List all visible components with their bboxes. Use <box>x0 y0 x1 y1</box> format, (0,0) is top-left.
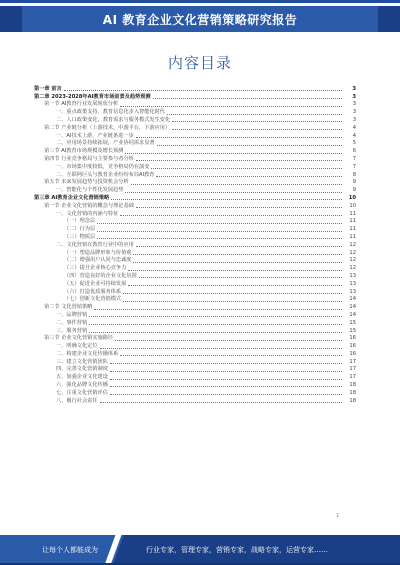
toc-entry-title: 一、AI技术上游，产业链条进一步 <box>56 132 134 139</box>
toc-entry-title: （四）营造良好的企业文化氛围 <box>64 272 137 279</box>
toc-entry[interactable] <box>34 303 356 311</box>
toc-entry-page: 4 <box>352 124 356 131</box>
toc-entry-title: 二、互联网巨头与教育企业纷纷布局AI教育 <box>56 171 155 178</box>
toc-entry-page: 10 <box>348 194 356 201</box>
toc-dot-leader <box>128 269 342 271</box>
toc-entry-title: 二、文化营销在教育行业中的应用 <box>56 241 134 248</box>
toc-entry-page: 13 <box>349 288 356 295</box>
toc-entry[interactable] <box>34 171 356 179</box>
toc-entry-page: 11 <box>349 218 356 225</box>
toc-entry-title: 二、人口政策变化，教育需求与服务模式发生变化 <box>56 116 171 123</box>
toc-entry-title: （二）增强用户认同与忠诚度 <box>64 257 132 264</box>
toc-entry[interactable] <box>34 311 356 319</box>
toc-dot-leader <box>64 89 342 91</box>
toc-dot-leader <box>100 401 342 403</box>
toc-entry-page: 16 <box>349 343 356 350</box>
toc-dot-leader <box>120 105 342 107</box>
toc-entry-title: （二）行为层 <box>64 226 96 233</box>
toc-entry-title: 四、完善文化营销制度 <box>56 366 108 373</box>
footer-tagline: 行业专家，管理专家，营销专家，战略专家，运营专家…… <box>146 546 328 554</box>
toc-entry-title: 一、明确文化定位 <box>56 343 98 350</box>
toc-entry-title: （三）物质层 <box>64 233 96 240</box>
toc-entry-title: 第三章 AI教育企业文化营销策略 <box>34 194 110 201</box>
toc-entry[interactable] <box>34 389 356 397</box>
toc-dot-leader <box>136 159 342 161</box>
table-of-contents <box>34 85 356 405</box>
footer-banner <box>0 535 400 565</box>
toc-entry-page: 3 <box>352 101 356 108</box>
toc-entry[interactable] <box>34 233 356 241</box>
toc-dot-leader <box>172 120 342 122</box>
toc-dot-leader <box>139 276 342 278</box>
toc-entry-page: 17 <box>349 374 356 381</box>
toc-dot-leader <box>120 214 342 216</box>
toc-dot-leader <box>136 245 342 247</box>
toc-entry-title: 第一章 前言 <box>34 85 62 92</box>
toc-entry[interactable] <box>34 85 356 93</box>
toc-entry-title: （一）塑造品牌形象与价值观 <box>64 249 132 256</box>
toc-entry-title: 第三节 AI教育市场规模及增长预测 <box>44 148 124 155</box>
toc-entry-page: 11 <box>349 233 356 240</box>
toc-entry-title: 三、服务营销 <box>56 327 88 334</box>
toc-entry[interactable] <box>34 280 356 288</box>
toc-entry[interactable] <box>34 194 356 202</box>
toc-entry[interactable] <box>34 296 356 304</box>
toc-dot-leader <box>110 393 342 395</box>
toc-entry[interactable] <box>34 373 356 381</box>
toc-entry-page: 10 <box>349 202 356 209</box>
toc-entry[interactable] <box>34 147 356 155</box>
toc-entry-page: 3 <box>352 85 356 92</box>
toc-entry[interactable] <box>34 93 356 101</box>
toc-entry-title: 第二节 文化营销策略 <box>44 304 93 311</box>
toc-entry-page: 15 <box>349 319 356 326</box>
top-accent-bar <box>0 0 400 3</box>
toc-entry[interactable] <box>34 272 356 280</box>
toc-entry[interactable] <box>34 335 356 343</box>
toc-entry-page: 16 <box>349 335 356 342</box>
toc-entry-page: 8 <box>352 171 356 178</box>
toc-dot-leader <box>125 152 342 154</box>
toc-entry-title: 第二节 产业链分析（上游技术，中游平台，下游应用） <box>44 124 171 131</box>
toc-dot-leader <box>133 261 342 263</box>
toc-entry-page: 13 <box>349 272 356 279</box>
toc-entry-title: 第三节 企业文化营销实施路径 <box>44 335 114 342</box>
toc-entry-page: 7 <box>352 163 356 170</box>
toc-dot-leader <box>110 370 342 372</box>
report-header <box>0 6 400 32</box>
toc-entry-page: 14 <box>349 311 356 318</box>
header-right-strip <box>378 6 400 32</box>
toc-entry[interactable] <box>34 249 356 257</box>
toc-entry-title: 一、文化营销的内涵与特征 <box>56 210 119 217</box>
toc-entry-title: 三、建立文化营销团队 <box>56 358 108 365</box>
toc-entry-page: 4 <box>352 132 356 139</box>
toc-dot-leader <box>89 315 342 317</box>
toc-entry-title: 二、事件营销 <box>56 319 88 326</box>
toc-entry-title: 一、市场集中度较低，竞争格局仍在演变 <box>56 163 150 170</box>
toc-entry[interactable] <box>34 116 356 124</box>
toc-entry-page: 18 <box>349 397 356 404</box>
toc-dot-leader <box>110 362 342 364</box>
toc-entry-page: 14 <box>349 304 356 311</box>
toc-entry-page: 11 <box>349 226 356 233</box>
toc-dot-leader <box>157 144 342 146</box>
toc-entry[interactable] <box>34 218 356 226</box>
toc-dot-leader <box>153 97 342 99</box>
toc-dot-leader <box>115 339 342 341</box>
toc-entry-title: 二、构建企业文化传播体系 <box>56 350 119 357</box>
toc-entry[interactable] <box>34 241 356 249</box>
toc-dot-leader <box>89 331 342 333</box>
toc-dot-leader <box>136 136 342 138</box>
toc-entry[interactable] <box>34 101 356 109</box>
toc-dot-leader <box>100 347 342 349</box>
toc-entry[interactable] <box>34 225 356 233</box>
header-left-strip <box>0 6 22 32</box>
toc-entry-title: 第二章 2023-2028年AI教育市场前景及趋势预测 <box>34 93 151 100</box>
toc-entry[interactable] <box>34 264 356 272</box>
report-title: AI 教育企业文化营销策略研究报告 <box>102 12 298 27</box>
toc-entry-page: 3 <box>352 109 356 116</box>
toc-dot-leader <box>156 175 342 177</box>
toc-entry-title: 第一节 AI教育行业发展现状分析 <box>44 101 119 108</box>
footer-slogan: 让每个人都能成为 <box>42 546 98 554</box>
toc-entry-page: 5 <box>352 140 356 147</box>
toc-entry[interactable] <box>34 257 356 265</box>
toc-entry[interactable] <box>34 366 356 374</box>
toc-entry-page: 15 <box>349 327 356 334</box>
toc-entry[interactable] <box>34 202 356 210</box>
toc-dot-leader <box>89 323 342 325</box>
toc-dot-leader <box>172 128 342 130</box>
toc-entry-page: 9 <box>352 179 356 186</box>
toc-entry-title: 第一节 企业文化营销的概念与理论基础 <box>44 202 134 209</box>
toc-title: 内容目录 <box>167 54 232 72</box>
toc-dot-leader <box>111 198 342 200</box>
toc-entry[interactable] <box>34 179 356 187</box>
toc-entry-page: 13 <box>349 280 356 287</box>
toc-dot-leader <box>123 300 342 302</box>
toc-entry-title: （一）理念层 <box>64 218 96 225</box>
toc-dot-leader <box>123 292 342 294</box>
toc-entry[interactable] <box>34 342 356 350</box>
toc-entry[interactable] <box>34 381 356 389</box>
toc-entry-title: （五）促进企业可持续发展 <box>64 280 127 287</box>
toc-entry-title: 第五节 未来发展趋势与投资机会分析 <box>44 179 129 186</box>
toc-entry[interactable] <box>34 132 356 140</box>
toc-entry-title: 八、履行社会责任 <box>56 397 98 404</box>
toc-dot-leader <box>128 284 342 286</box>
toc-entry-page: 18 <box>349 389 356 396</box>
toc-entry-title: 五、加强企业文化建设 <box>56 374 108 381</box>
toc-entry-page: 14 <box>349 296 356 303</box>
toc-entry[interactable] <box>34 327 356 335</box>
toc-entry-page: 11 <box>349 210 356 217</box>
toc-entry-page: 7 <box>352 155 356 162</box>
toc-entry-title: 一、智能化与个性化发展趋势 <box>56 187 124 194</box>
toc-entry-title: 一、重点政策支持，教育信息化步入智能化时代 <box>56 109 165 116</box>
page-number: 1 <box>336 513 340 519</box>
toc-entry-page: 12 <box>349 265 356 272</box>
toc-dot-leader <box>136 206 342 208</box>
toc-entry-title: 第四节 行业竞争格局与主要参与者分析 <box>44 155 134 162</box>
toc-entry[interactable] <box>34 108 356 116</box>
toc-entry[interactable] <box>34 319 356 327</box>
toc-dot-leader <box>110 385 342 387</box>
toc-entry-title: （三）提升企业核心竞争力 <box>64 265 127 272</box>
toc-dot-leader <box>125 191 342 193</box>
toc-entry-title: （七）创新文化营销模式 <box>64 296 122 303</box>
toc-entry-title: 七、注重文化营销评估 <box>56 389 108 396</box>
toc-entry-page: 16 <box>349 350 356 357</box>
toc-entry-page: 12 <box>349 249 356 256</box>
toc-entry-title: 二、应用场景持续拓展，产业协同需求显著 <box>56 140 155 147</box>
toc-entry-page: 17 <box>349 366 356 373</box>
toc-entry[interactable] <box>34 124 356 132</box>
toc-dot-leader <box>131 183 342 185</box>
toc-entry[interactable] <box>34 155 356 163</box>
toc-entry-page: 6 <box>352 148 356 155</box>
toc-entry-page: 18 <box>349 382 356 389</box>
toc-entry-title: 六、强化品牌文化传播 <box>56 382 108 389</box>
toc-dot-leader <box>151 167 342 169</box>
toc-entry[interactable] <box>34 163 356 171</box>
toc-dot-leader <box>97 237 342 239</box>
toc-entry-page: 9 <box>352 187 356 194</box>
toc-entry-page: 17 <box>349 358 356 365</box>
toc-entry-page: 3 <box>352 93 356 100</box>
toc-entry[interactable] <box>34 350 356 358</box>
toc-entry[interactable] <box>34 358 356 366</box>
toc-entry-title: （六）打造优质服务体系 <box>64 288 122 295</box>
toc-dot-leader <box>110 378 342 380</box>
toc-entry-title: 一、品牌营销 <box>56 311 88 318</box>
toc-entry[interactable] <box>34 186 356 194</box>
toc-entry[interactable] <box>34 288 356 296</box>
toc-dot-leader <box>133 253 342 255</box>
toc-dot-leader <box>167 113 342 115</box>
toc-entry-page: 3 <box>352 116 356 123</box>
toc-dot-leader <box>94 308 342 310</box>
toc-entry-page: 12 <box>349 241 356 248</box>
toc-dot-leader <box>97 230 342 232</box>
toc-entry-page: 12 <box>349 257 356 264</box>
toc-entry[interactable] <box>34 397 356 405</box>
toc-dot-leader <box>97 222 342 224</box>
toc-entry[interactable] <box>34 140 356 148</box>
toc-dot-leader <box>120 354 342 356</box>
toc-entry[interactable] <box>34 210 356 218</box>
